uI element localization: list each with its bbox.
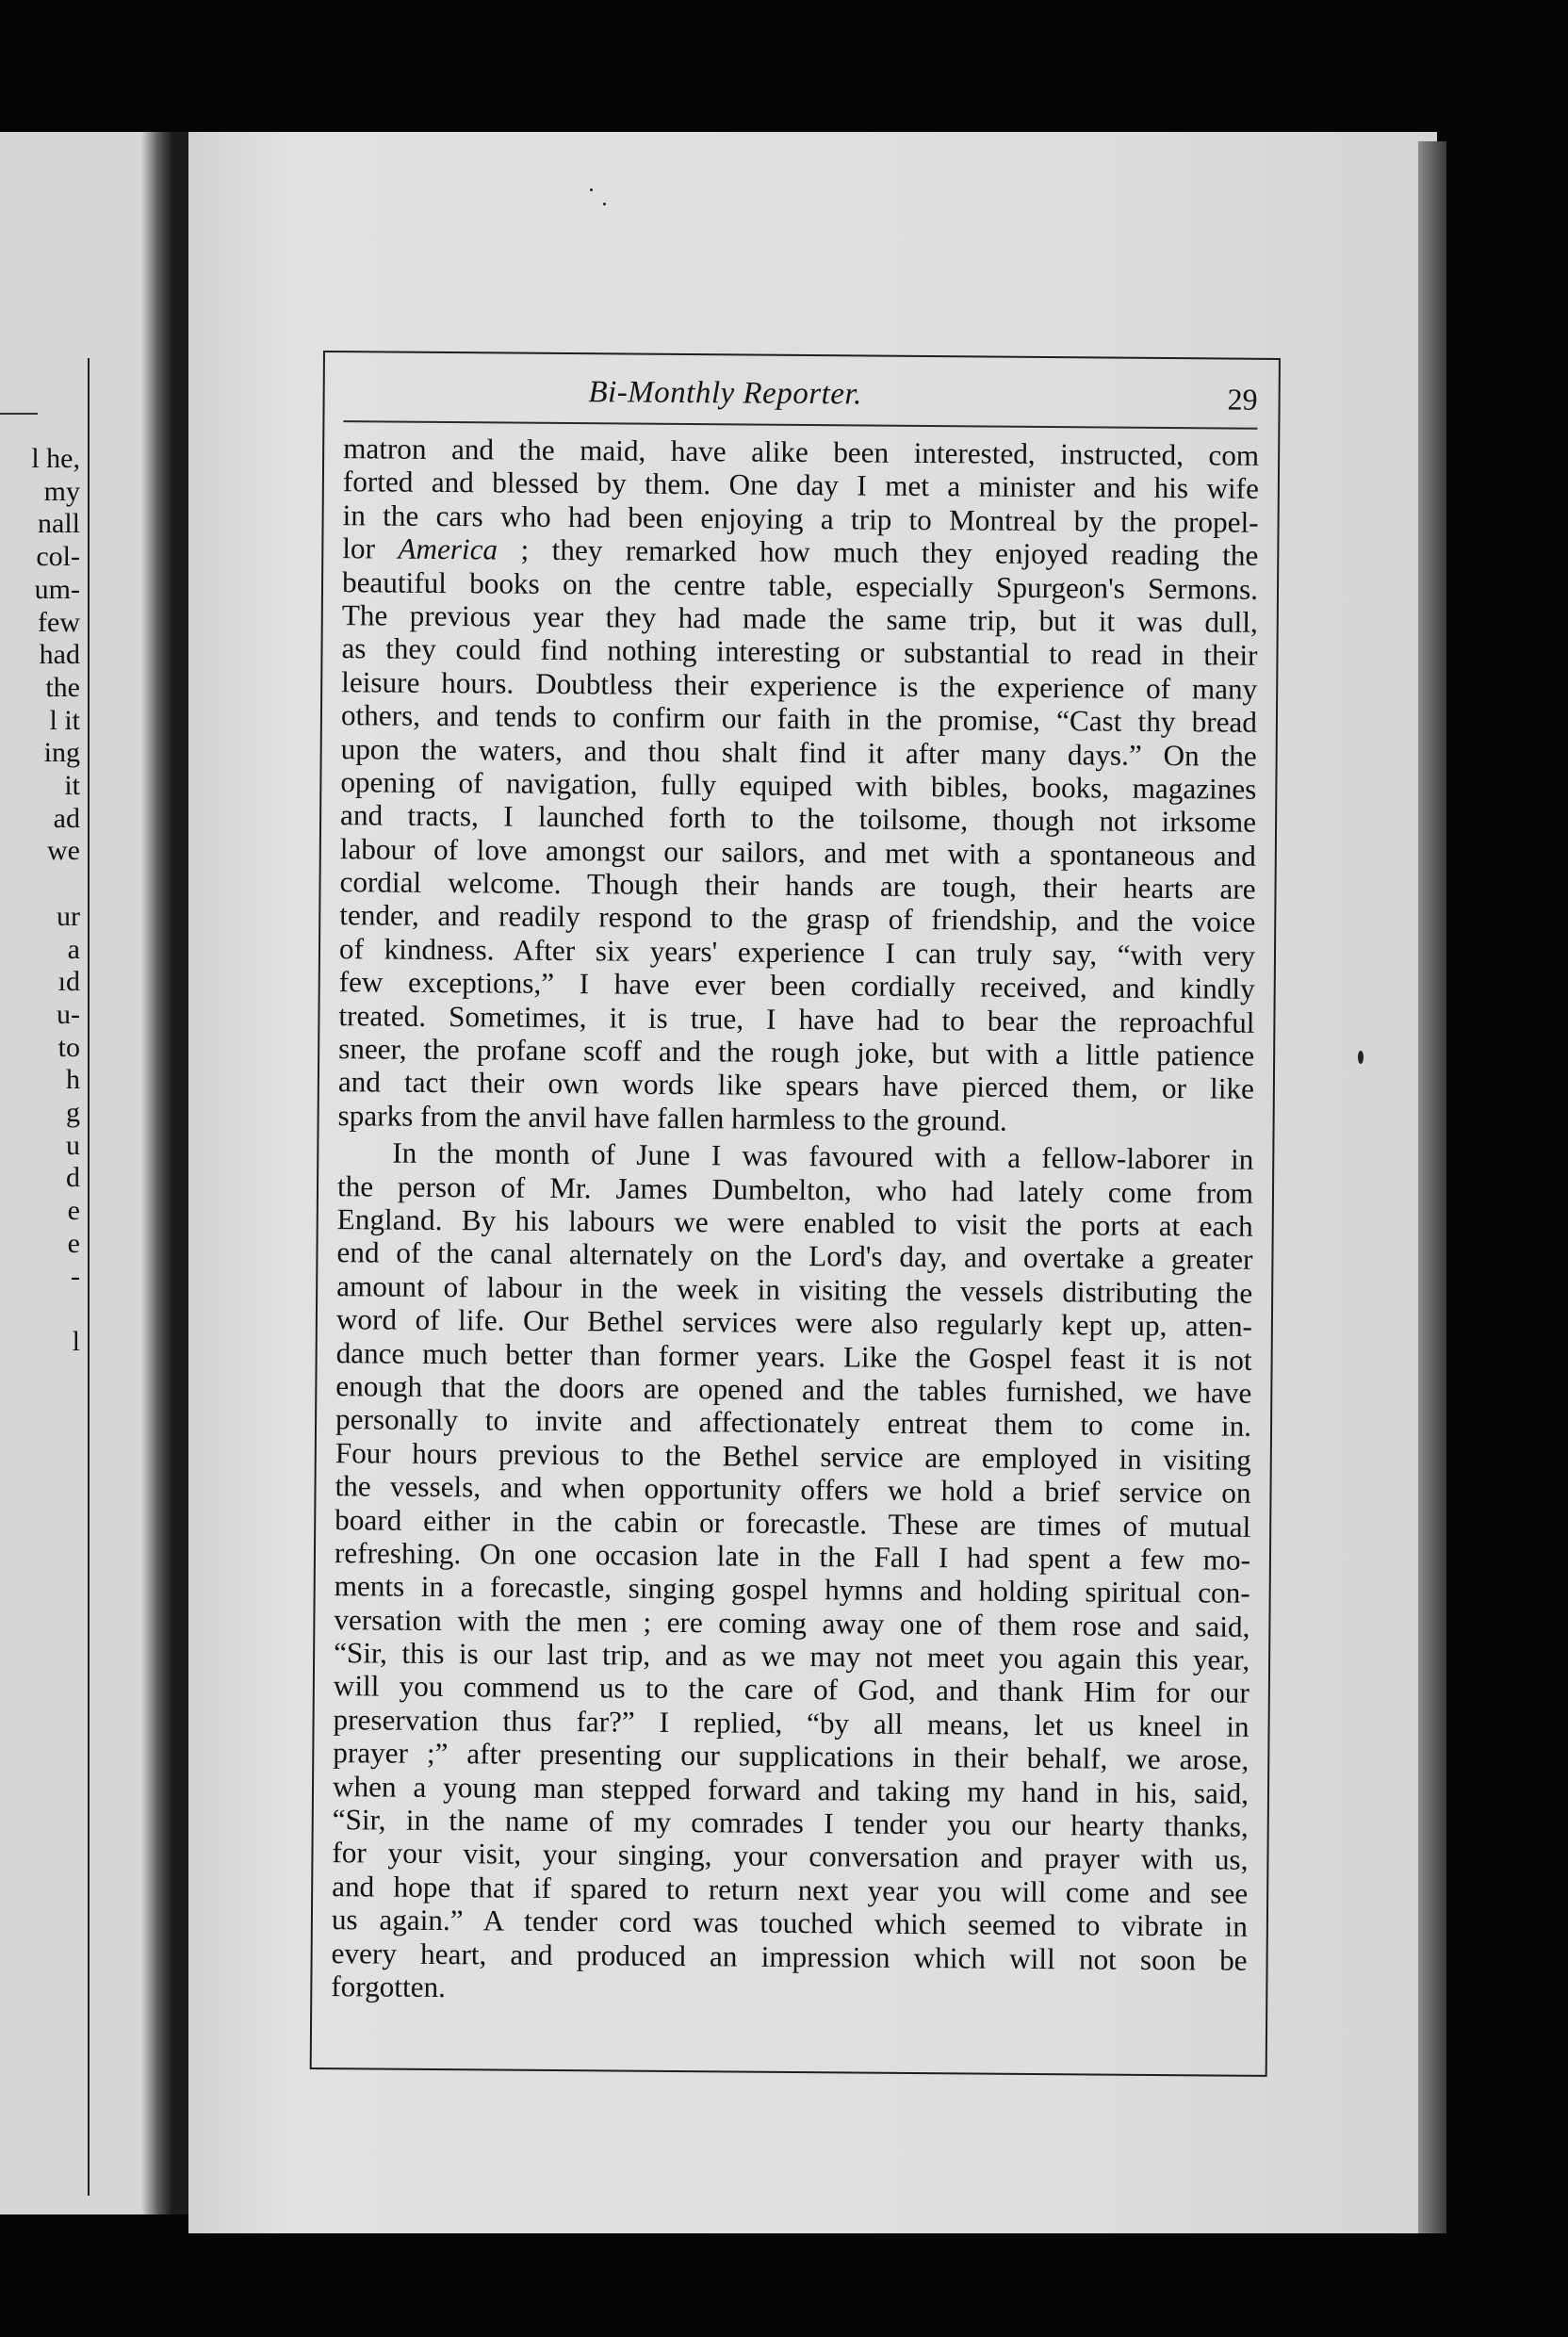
text-line: end of the canal alternately on the Lord's day, and overtake a greater	[336, 1235, 1253, 1277]
text-line: cordial welcome. Though their hands are tough, their hearts are	[339, 865, 1256, 906]
text-line: enough that the doors are opened and the tables furnished, we have	[335, 1369, 1252, 1410]
text-line: refreshing. On one occasion late in the Fall I had spent a few mo-	[334, 1536, 1251, 1577]
previous-page-fragment: col-	[36, 541, 80, 573]
text-line: us again.” A tender cord was touched which seemed to vibrate in	[331, 1903, 1249, 1943]
previous-page-fragment: my	[43, 475, 80, 507]
previous-page-fragment	[5, 1293, 80, 1326]
text-line: personally to invite and affectionately entreat them to come in.	[335, 1402, 1252, 1444]
text-line: “Sir, in the name of my comrades I tender you our hearty thanks,	[332, 1803, 1249, 1843]
previous-page-fragment: u	[66, 1129, 80, 1161]
text-line: matron and the maid, have alike been interested, instructed, com	[343, 432, 1260, 472]
text-line: Four hours previous to the Bethel service are employed in visiting	[335, 1435, 1251, 1477]
text-line: prayer ;” after presenting our supplications in their behalf, we arose,	[333, 1736, 1250, 1776]
text-frame	[310, 351, 1281, 2077]
text-line: tender, and readily respond to the grasp of friendship, and the voice	[339, 898, 1256, 940]
previous-page-fragment: l it	[49, 704, 80, 736]
text-line: others, and tends to confirm our faith in the promise, “Cast thy bread	[340, 698, 1258, 739]
previous-page-fragment: ıd	[57, 966, 80, 998]
text-line: England. By his labours we were enabled to visit the ports at each	[336, 1202, 1253, 1243]
text-line: upon the waters, and thou shalt find it after many days.” On the	[340, 731, 1257, 773]
text-line: beautiful books on the centre table, especially Spurgeon's Sermons.	[341, 564, 1259, 606]
previous-page-fragment: we	[47, 835, 80, 867]
text-line: and tact their own words like spears have pierced them, or like	[337, 1065, 1255, 1106]
text-line: dance much better than former years. Like the Gospel feast it is not	[335, 1335, 1252, 1377]
previous-page-fragment: ad	[53, 802, 80, 834]
previous-page-fragment: e	[67, 1195, 80, 1227]
previous-page-fragment: it	[64, 770, 80, 802]
text-line: sneer, the profane scoff and the rough joke, but with a little patience	[338, 1032, 1255, 1072]
text-line: forted and blessed by them. One day I met a minister and his wife	[342, 465, 1260, 506]
text-line: sparks from the anvil have fallen harmless to the ground.	[337, 1098, 1007, 1137]
text-line: opening of navigation, fully equiped with bibles, books, magazines	[340, 765, 1257, 806]
previous-page-fragment: d	[66, 1162, 80, 1194]
previous-page-fragment: nall	[38, 508, 80, 540]
body-text	[331, 432, 1259, 2010]
text-line: in the cars who had been enjoying a trip to Montreal by the propel-	[342, 498, 1259, 539]
previous-page-fragment: e	[67, 1227, 80, 1259]
text-line: the vessels, and when opportunity offers we hold a brief service on	[335, 1469, 1251, 1510]
previous-page-frame-line	[88, 358, 90, 2196]
previous-page-fragment: um-	[34, 573, 80, 605]
text-line: “Sir, this is our last trip, and as we may not meet you again this year,	[334, 1636, 1250, 1676]
paragraph	[337, 432, 1259, 1139]
text-line: The previous year they had made the same trip, but it was dull,	[341, 598, 1258, 639]
text-line: and tracts, I launched forth to the toilsome, though not irksome	[339, 798, 1257, 840]
text-line: leisure hours. Doubtless their experience is the experience of many	[341, 664, 1258, 706]
text-line: every heart, and produced an impression which will not soon be	[331, 1936, 1248, 1977]
previous-page-fragment: l	[72, 1325, 80, 1357]
previous-page-fragment: the	[45, 671, 80, 703]
text-line: In the month of June I was favoured with a fellow-laborer in	[392, 1136, 1254, 1176]
text-line: the person of Mr. James Dumbelton, who had lately come from	[336, 1168, 1254, 1210]
previous-page-fragment: ur	[57, 900, 80, 932]
previous-page-fragment: -	[71, 1260, 80, 1292]
page-number: 29	[1227, 382, 1258, 417]
previous-page-fragment: g	[66, 1097, 80, 1129]
previous-page-fragment: u-	[57, 998, 80, 1030]
text-line: lor America ; they remarked how much they enjoyed reading the	[342, 531, 1259, 572]
page-edge-shadow	[1418, 141, 1446, 2233]
text-line: board either in the cabin or forecastle. These are times of mutual	[335, 1502, 1251, 1544]
text-line: will you commend us to the care of God, and thank Him for our	[333, 1669, 1250, 1710]
text-line: versation with the men ; ere coming away one of them rose and said,	[334, 1602, 1250, 1643]
text-line: and hope that if spared to return next year you will come and see	[332, 1869, 1249, 1910]
ship-name-italic: America	[398, 531, 498, 566]
previous-page-fragment: few	[38, 606, 80, 638]
text-line: word of life. Our Bethel services were also regularly kept up, atten-	[335, 1302, 1253, 1343]
text-line: of kindness. After six years' experience I can truly say, “with very	[338, 932, 1256, 972]
previous-page-fragment: h	[66, 1064, 80, 1096]
running-head: Bi-Monthly Reporter.	[588, 375, 863, 412]
previous-page-fragment: had	[39, 639, 80, 671]
text-line: for your visit, your singing, your conversation and prayer with us,	[332, 1836, 1249, 1877]
paragraph	[331, 1136, 1253, 2010]
text-line: when a young man stepped forward and taking my hand in his, said,	[332, 1769, 1250, 1810]
text-line: few exceptions,” I have ever been cordially received, and kindly	[338, 965, 1255, 1006]
previous-page-fragment: l he,	[31, 443, 80, 474]
previous-page-fragment: ing	[43, 737, 80, 769]
previous-page-text-fragments	[5, 443, 80, 1359]
previous-page-fragment: to	[57, 1031, 80, 1063]
text-line: preservation thus far?” I replied, “by all means, let us kneel in	[333, 1702, 1250, 1743]
page	[188, 132, 1437, 2233]
text-line: labour of love amongst our sailors, and met with a spontaneous and	[339, 831, 1256, 873]
previous-page-rule	[0, 413, 38, 415]
text-line: treated. Sometimes, it is true, I have had to bear the reproachful	[338, 998, 1255, 1039]
previous-page-fragment: a	[67, 933, 80, 965]
text-line: as they could find nothing interesting or substantial to read in their	[341, 631, 1258, 673]
previous-page-fragment	[5, 868, 80, 901]
text-line: forgotten.	[331, 1969, 447, 2004]
text-line: ments in a forecastle, singing gospel hymns and holding spiritual con-	[334, 1569, 1250, 1610]
text-line: amount of labour in the week in visiting the vessels distributing the	[336, 1268, 1253, 1310]
page-header	[324, 373, 1278, 428]
